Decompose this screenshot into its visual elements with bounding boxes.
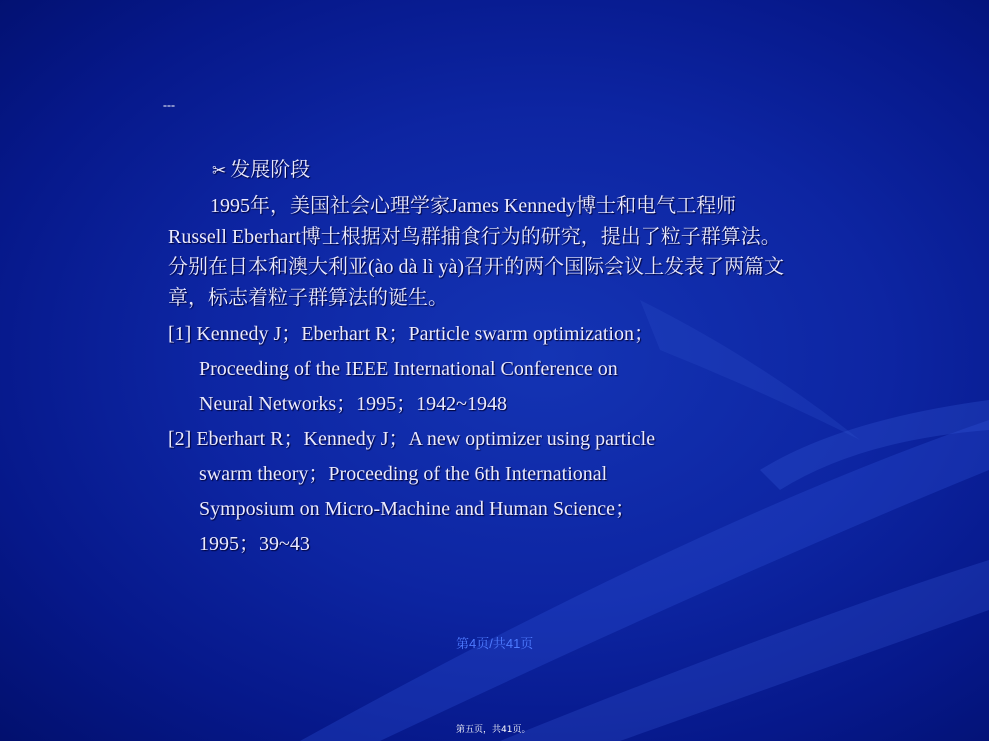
footer-page-label: 第五页，共41页。 bbox=[456, 725, 531, 735]
reference-line: [2] Eberhart R；Kennedy J；A new optimizer using particle bbox=[168, 428, 656, 450]
paragraph-line: 分别在日本和澳大利亚(ào dà lì yà)召开的两个国际会议上发表了两篇文 bbox=[168, 256, 785, 278]
heading-text: 发展阶段 bbox=[230, 159, 311, 181]
reference-line: Proceeding of the IEEE International Conference on bbox=[199, 358, 618, 380]
paragraph-line: 章，标志着粒子群算法的诞生。 bbox=[168, 286, 448, 309]
reference-line: Neural Networks；1995；1942~1948 bbox=[199, 393, 507, 415]
section-heading bbox=[212, 155, 310, 186]
reference-line: Symposium on Micro-Machine and Human Science； bbox=[199, 498, 636, 520]
paragraph-line: Russell Eberhart博士根据对鸟群捕食行为的研究，提出了粒子群算法。 bbox=[168, 225, 781, 248]
reference-line: swarm theory；Proceeding of the 6th International bbox=[199, 463, 608, 485]
reference-line: [1] Kennedy J；Eberhart R；Particle swarm optimization； bbox=[168, 323, 654, 345]
page-number: 第4页/共41页 bbox=[456, 636, 534, 651]
paragraph-line: 1995年，美国社会心理学家James Kennedy博士和电气工程师 bbox=[210, 195, 737, 217]
history-paragraph bbox=[168, 191, 784, 313]
reference-list bbox=[168, 317, 655, 562]
dash-mark: --- bbox=[163, 98, 175, 112]
scissors-icon: ✂ bbox=[212, 161, 227, 181]
reference-line: 1995；39~43 bbox=[199, 533, 310, 555]
